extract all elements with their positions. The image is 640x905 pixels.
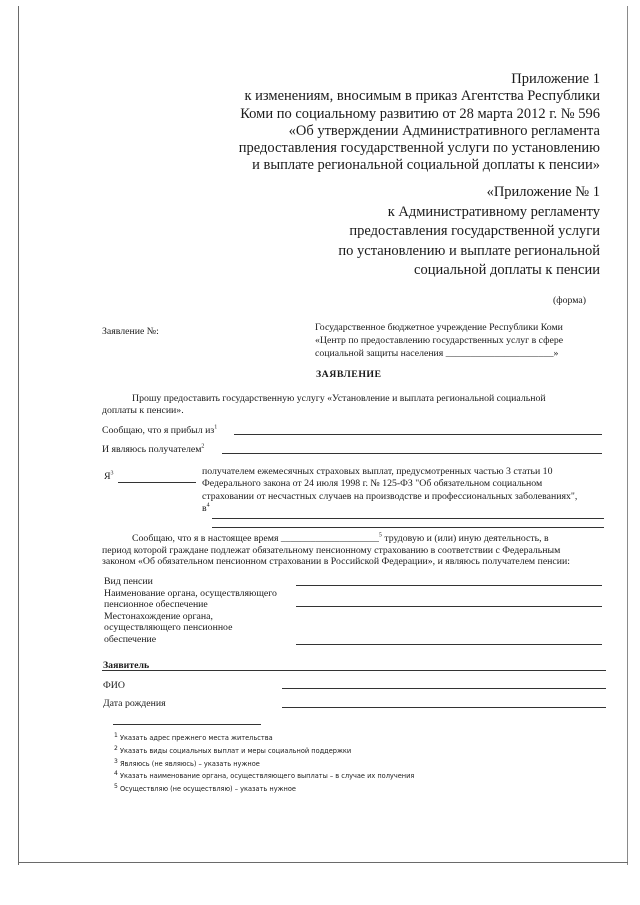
pension-org-name-label-2: пенсионное обеспечение: [104, 599, 208, 610]
footnote-number: 1: [114, 731, 118, 739]
appendix-1-line: Коми по социальному развитию от 28 марта 2012 г. № 596: [240, 105, 600, 122]
arrived-from-text: Сообщаю, что я прибыл из: [102, 425, 215, 436]
footnote-ref: 4: [206, 502, 210, 509]
is-recipient-text: И являюсь получателем: [102, 444, 202, 455]
payments-line: Федерального закона от 24 июля 1998 г. № 125-ФЗ "Об обязательном социальном: [202, 478, 543, 490]
is-recipient-field[interactable]: [222, 453, 602, 454]
pension-org-name-field[interactable]: [296, 606, 602, 607]
fio-field[interactable]: [282, 688, 606, 689]
payments-org-field[interactable]: [212, 518, 604, 519]
appendix-1-header: [239, 71, 600, 175]
appendix-1-line: к изменениям, вносимым в приказ Агентства Республики: [244, 88, 600, 105]
dob-field[interactable]: [282, 707, 606, 708]
footnote-ref: 2: [201, 443, 205, 450]
work-line: период которой граждане подлежат обязательному пенсионному страхованию в соответствии с Федеральным: [102, 544, 561, 556]
work-line-1-text: Сообщаю, что я в настоящее время ____________________: [132, 533, 379, 544]
statement-number-label: Заявление №:: [102, 326, 159, 337]
footnote-number: 4: [114, 770, 118, 778]
footnote-item: [114, 732, 414, 745]
footnote-item: [114, 770, 414, 783]
work-line-1-rest: трудовую и (или) иную деятельность, в: [381, 533, 549, 544]
footnote-item: [114, 758, 414, 771]
footnote-number: 5: [114, 783, 118, 790]
ya-label: [104, 471, 114, 483]
request-line-1: Прошу предоставить государственную услугу «Установление и выплата региональной социальной: [132, 393, 546, 404]
footnotes: [114, 732, 414, 796]
page-edge-left: [18, 6, 19, 865]
request-paragraph: [102, 393, 599, 417]
applicant-heading: Заявитель: [103, 660, 150, 671]
page-edge-bottom: [18, 862, 628, 863]
footnote-item: [114, 783, 414, 796]
footnote-ref: 1: [214, 424, 218, 431]
recipient-line: «Центр по предоставлению государственных услуг в сфере: [315, 335, 564, 346]
request-line-2: доплаты к пенсии».: [102, 405, 184, 416]
work-line: законом «Об обязательном пенсионном страховании в Российской Федерации», и являюсь получателем пенсии:: [102, 556, 570, 567]
pension-org-loc-label: Местонахождение органа,: [104, 610, 213, 622]
arrived-from-field[interactable]: [234, 434, 602, 435]
pension-org-loc-label-3: обеспечение: [104, 633, 157, 645]
payments-line: страховании от несчастных случаев на производстве и профессиональных заболеваниях",: [202, 490, 578, 502]
recipient-block: [315, 321, 563, 360]
appendix-2-line: к Административному регламенту: [387, 203, 600, 220]
appendix-1-line: и выплате региональной социальной доплаты к пенсии»: [252, 157, 600, 174]
appendix-1-line: «Об утверждении Административного регламента: [288, 122, 600, 139]
is-recipient-label: [102, 444, 204, 456]
footnote-text: Являюсь (не являюсь) – указать нужное: [119, 759, 260, 768]
payments-paragraph: [202, 466, 577, 516]
fio-label: ФИО: [103, 680, 125, 691]
recipient-line: социальной защиты населения ______________________»: [315, 348, 559, 359]
pension-block: [104, 576, 277, 645]
footnote-ref: 3: [110, 470, 114, 477]
ya-field[interactable]: [118, 482, 196, 483]
appendix-2-title: «Приложение № 1: [486, 184, 600, 200]
pension-org-loc-field[interactable]: [296, 644, 602, 645]
footnote-text: Указать адрес прежнего места жительства: [119, 734, 273, 742]
recipient-line: Государственное бюджетное учреждение Республики Коми: [315, 322, 563, 333]
pension-type-field[interactable]: [296, 585, 602, 586]
appendix-2-line: социальной доплаты к пенсии: [414, 262, 600, 278]
document-title: ЗАЯВЛЕНИЕ: [316, 369, 382, 380]
appendix-2-line: по установлению и выплате региональной: [338, 242, 600, 259]
pension-type-label: Вид пенсии: [104, 576, 153, 587]
dob-label: Дата рождения: [103, 698, 166, 709]
appendix-2-line: предоставления государственной услуги: [349, 223, 600, 239]
applicant-heading-rule: [102, 670, 606, 671]
footnote-number: 2: [114, 744, 118, 752]
form-label: (форма): [553, 295, 587, 306]
footnote-text: Указать виды социальных выплат и меры социальной поддержки: [119, 746, 352, 755]
pension-org-loc-label-2: осуществляющего пенсионное: [104, 622, 233, 633]
work-line-1: [102, 533, 570, 545]
ya-text: Я: [104, 471, 111, 482]
appendix-1-title: Приложение 1: [511, 71, 600, 87]
page-edge-right: [627, 6, 628, 865]
payments-line-4-text: в: [202, 503, 207, 515]
footnote-text: Осуществляю (не осуществляю) – указать нужное: [119, 785, 296, 794]
pension-org-name-label: Наименование органа, осуществляющего: [104, 587, 277, 599]
appendix-1-line: предоставления государственной услуги по установлению: [238, 140, 600, 157]
work-paragraph: [102, 533, 570, 568]
footnote-number: 3: [114, 757, 118, 765]
payments-line: [202, 503, 577, 515]
payments-org-field-2[interactable]: [212, 527, 604, 528]
footnote-ref: 5: [378, 532, 382, 539]
footnote-text: Указать наименование органа, осуществляющего выплаты – в случае их получения: [119, 772, 415, 781]
arrived-from-label: [102, 425, 217, 437]
appendix-2-header: [338, 183, 600, 281]
footnote-item: [114, 745, 414, 758]
payments-line: получателем ежемесячных страховых выплат, предусмотренных частью 3 статьи 10: [202, 466, 553, 477]
footnote-separator: [113, 724, 261, 725]
